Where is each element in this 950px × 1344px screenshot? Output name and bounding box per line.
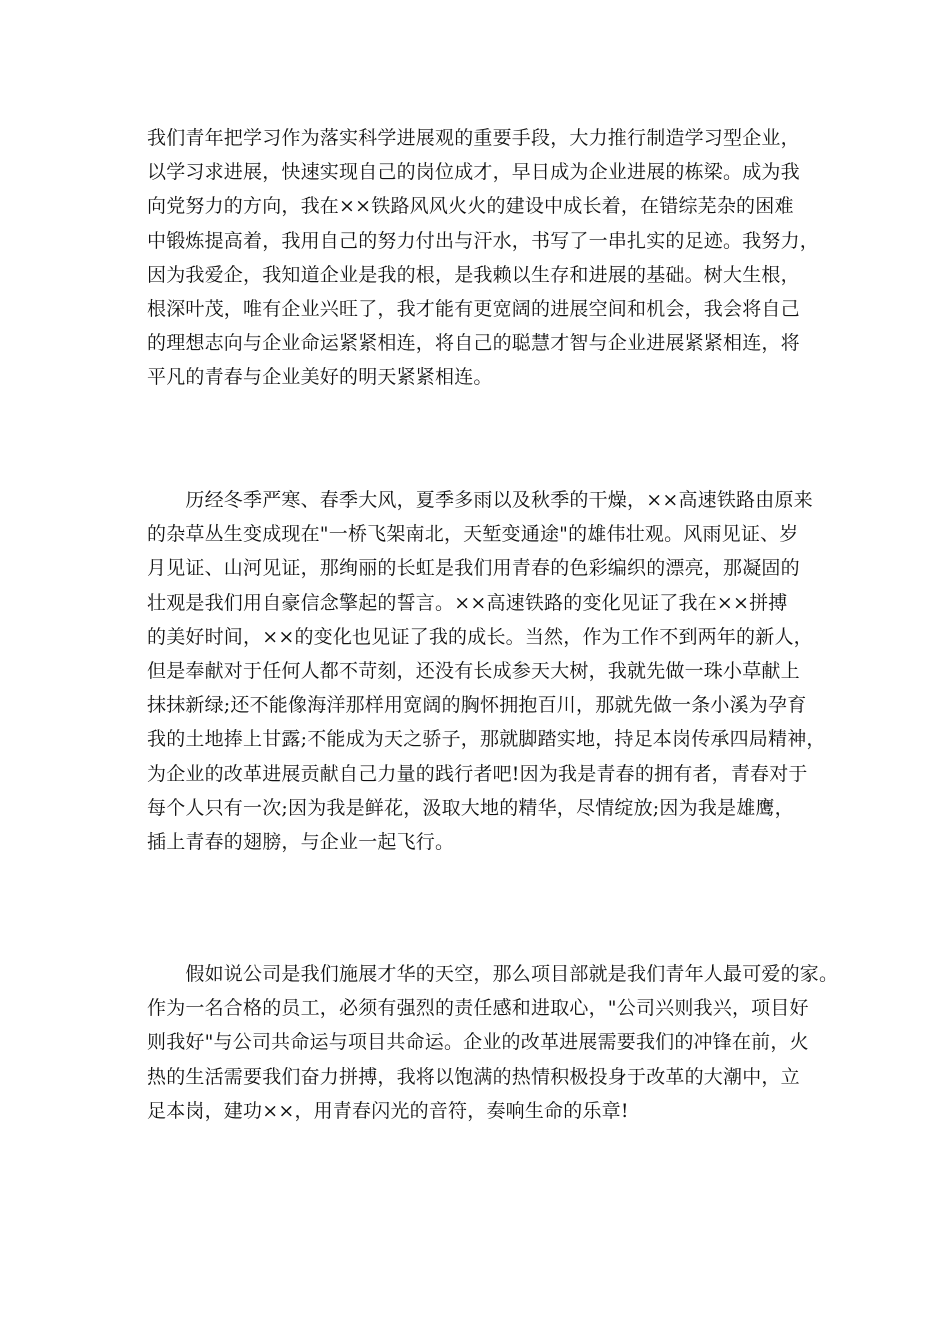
paragraph-line: 因为我爱企，我知道企业是我的根，是我赖以生存和进展的基础。树大生根， bbox=[147, 263, 800, 286]
paragraph-line: 为企业的改革进展贡献自己力量的践行者吧!因为我是青春的拥有者，青春对于 bbox=[147, 762, 808, 785]
paragraph-line: 每个人只有一次;因为我是鲜花，汲取大地的精华，尽情绽放;因为我是雄鹰， bbox=[147, 796, 794, 819]
paragraph-line: 假如说公司是我们施展才华的天空，那么项目部就是我们青年人最可爱的家。 bbox=[147, 963, 839, 985]
paragraph-line: 月见证、山河见证，那绚丽的长虹是我们用青春的色彩编织的漂亮，那凝固的 bbox=[147, 557, 800, 580]
paragraph-line: 我们青年把学习作为落实科学进展观的重要手段，大力推行制造学习型企业， bbox=[147, 127, 800, 149]
paragraph-1 bbox=[147, 121, 837, 395]
paragraph-line: 以学习求进展，快速实现自己的岗位成才，早日成为企业进展的栋梁。成为我 bbox=[147, 161, 800, 184]
paragraph-line: 插上青春的翅膀，与企业一起飞行。 bbox=[147, 830, 455, 853]
paragraph-line: 我的土地捧上甘露;不能成为天之骄子，那就脚踏实地，持足本岗传承四局精神， bbox=[147, 728, 826, 751]
paragraph-3 bbox=[147, 957, 837, 1128]
paragraph-line: 根深叶茂，唯有企业兴旺了，我才能有更宽阔的进展空间和机会，我会将自己 bbox=[147, 297, 800, 320]
paragraph-line: 抹抹新绿;还不能像海洋那样用宽阔的胸怀拥抱百川，那就先做一条小溪为孕育 bbox=[147, 694, 807, 717]
paragraph-line: 作为一名合格的员工，必须有强烈的责任感和进取心，"公司兴则我兴，项目好 bbox=[147, 997, 809, 1020]
paragraph-line: 热的生活需要我们奋力拼搏，我将以饱满的热情积极投身于改革的大潮中，立 bbox=[147, 1065, 800, 1088]
paragraph-line: 壮观是我们用自豪信念擎起的誓言。××高速铁路的变化见证了我在××拼搏 bbox=[147, 591, 788, 614]
paragraph-line: 向党努力的方向，我在××铁路风风火火的建设中成长着，在错综芜杂的困难 bbox=[147, 195, 794, 218]
paragraph-line: 平凡的青春与企业美好的明天紧紧相连。 bbox=[147, 366, 493, 389]
paragraph-line: 的理想志向与企业命运紧紧相连，将自己的聪慧才智与企业进展紧紧相连，将 bbox=[147, 332, 800, 355]
paragraph-line: 的美好时间，××的变化也见证了我的成长。当然，作为工作不到两年的新人， bbox=[147, 625, 813, 648]
paragraph-line: 但是奉献对于任何人都不苛刻，还没有长成参天大树，我就先做一珠小草献上 bbox=[147, 659, 800, 682]
paragraph-line: 历经冬季严寒、春季大风，夏季多雨以及秋季的干燥，××高速铁路由原来 bbox=[147, 489, 813, 511]
paragraph-line: 的杂草丛生变成现在"一桥飞架南北，天堑变通途"的雄伟壮观。风雨见证、岁 bbox=[147, 523, 799, 546]
paragraph-line: 则我好"与公司共命运与项目共命运。企业的改革进展需要我们的冲锋在前，火 bbox=[147, 1031, 809, 1054]
paragraph-line: 足本岗，建功××，用青春闪光的音符，奏响生命的乐章! bbox=[147, 1099, 629, 1122]
paragraph-2 bbox=[147, 483, 837, 859]
paragraph-line: 中锻炼提高着，我用自己的努力付出与汗水，书写了一串扎实的足迹。我努力， bbox=[147, 229, 820, 252]
